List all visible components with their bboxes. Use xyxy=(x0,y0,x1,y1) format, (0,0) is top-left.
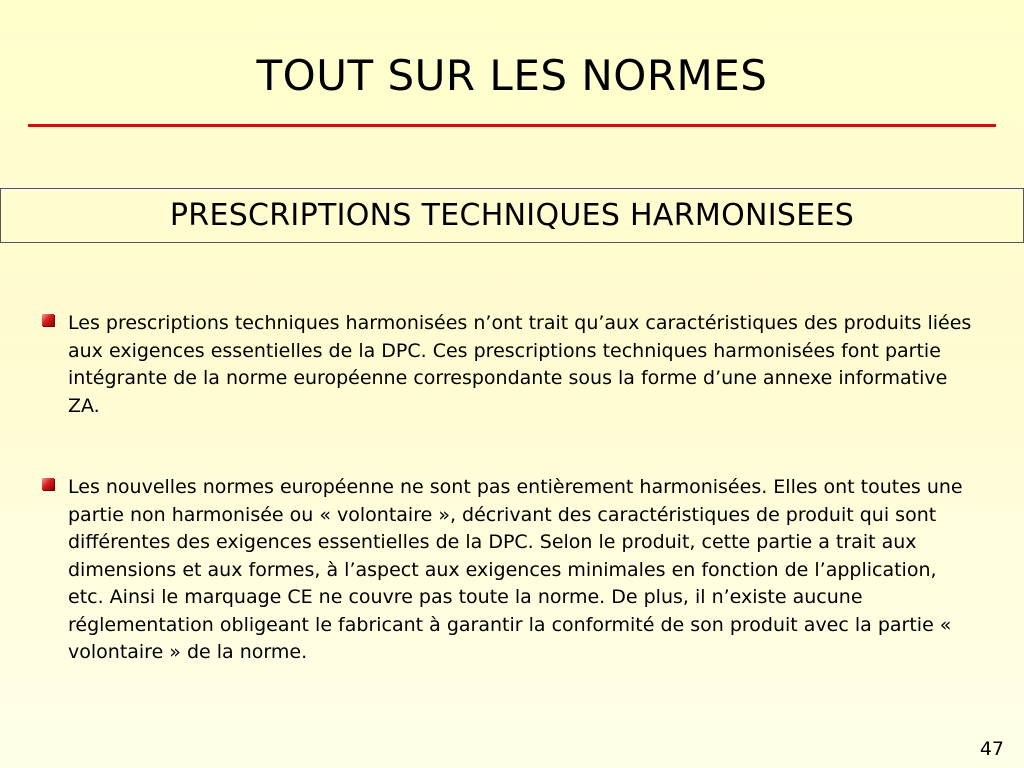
bullet-item xyxy=(40,474,975,667)
page-number: 47 xyxy=(979,738,1004,760)
section-heading-box xyxy=(0,188,1024,243)
title-underline xyxy=(28,124,996,127)
bullet-square-icon xyxy=(42,314,54,326)
bullet-item xyxy=(40,310,975,420)
bullet-square-icon xyxy=(42,478,54,490)
bullet-text: Les prescriptions techniques harmonisées n’ont trait qu’aux caractéristiques des produits liées aux exigences essentielles de la DPC. Ces prescriptions techniques harmonisées font partie intégrante de la norme européenne correspondante sous la forme d’une annexe informative ZA. xyxy=(68,312,972,417)
slide-title: TOUT SUR LES NORMES xyxy=(256,51,768,100)
bullet-text: Les nouvelles normes européenne ne sont pas entièrement harmonisées. Elles ont toutes une partie non harmonisée ou « volontaire », décrivant des caractéristiques de produit qui sont différentes des exigences essentielles de la DPC. Selon le produit, cette partie a trait aux dimensions et aux formes, à l’aspect aux exigences minimales en fonction de l’application, etc. Ainsi le marquage CE ne couvre pas toute la norme. De plus, il n’existe aucune réglementation obligeant le fabricant à garantir la conformité de son produit avec la partie « volontaire » de la norme. xyxy=(68,476,963,663)
section-heading: PRESCRIPTIONS TECHNIQUES HARMONISEES xyxy=(169,198,855,233)
bullet-list xyxy=(40,310,975,667)
